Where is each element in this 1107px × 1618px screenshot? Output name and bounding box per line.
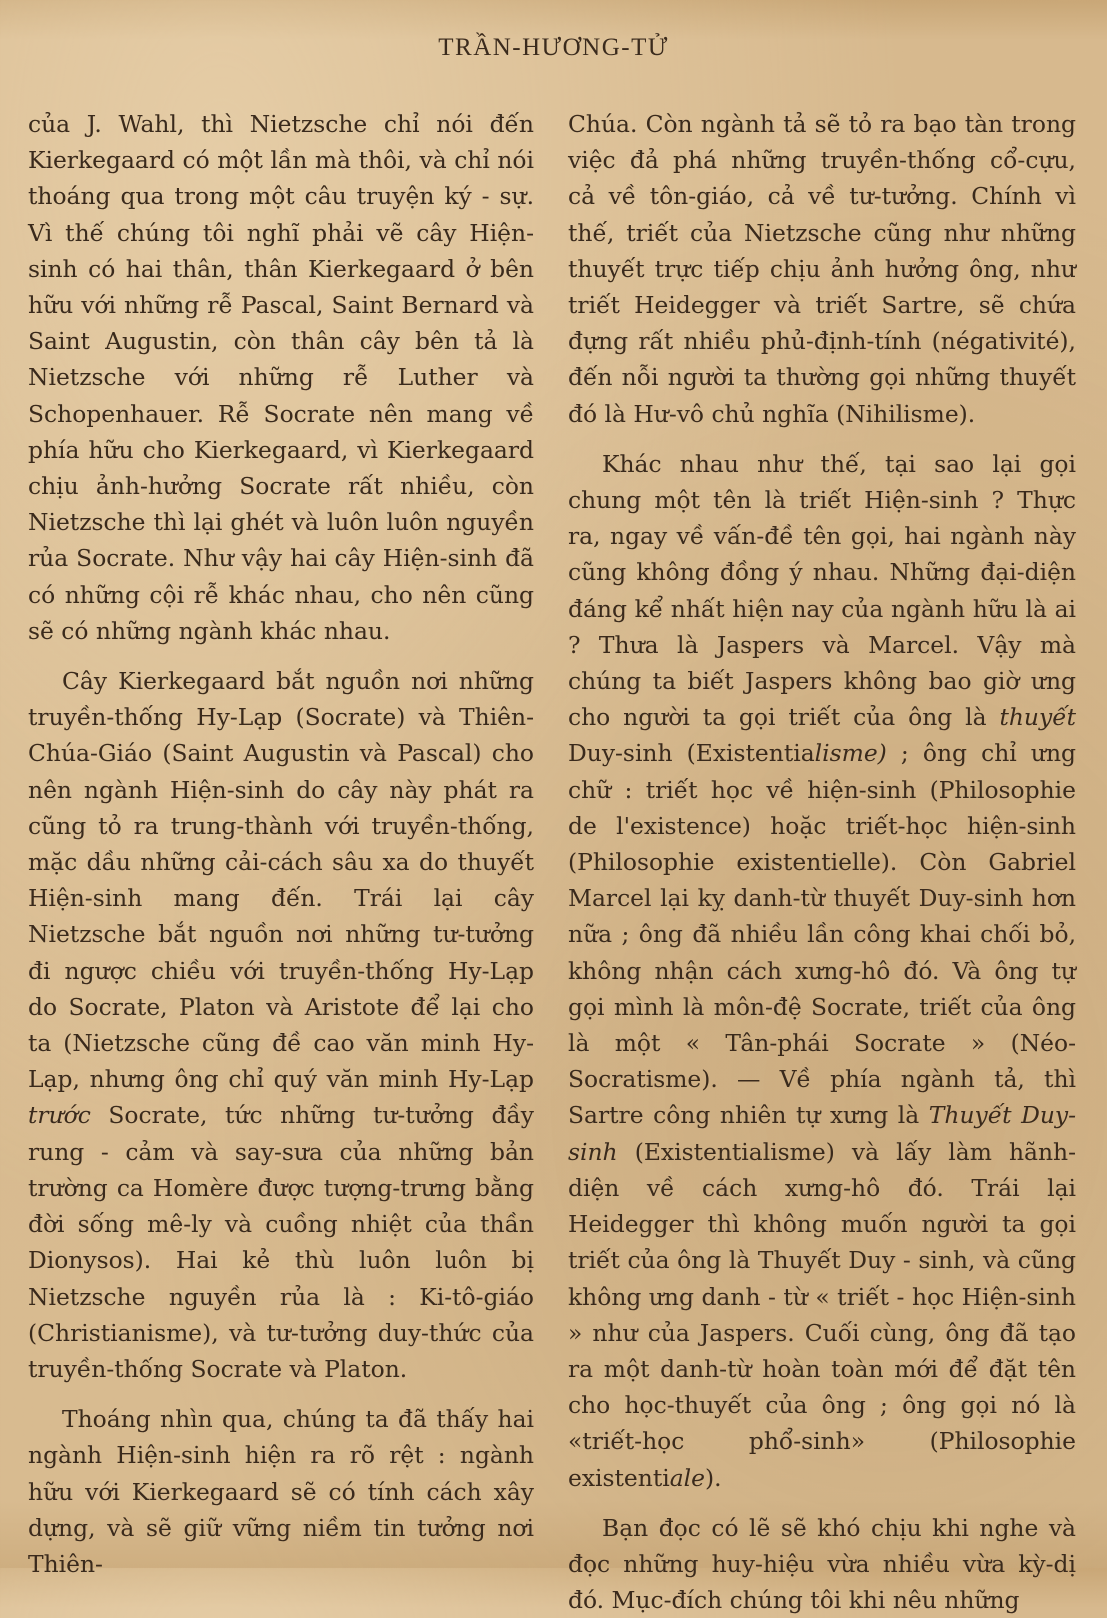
- right-paragraph-3: Bạn đọc có lẽ sẽ khó chịu khi nghe và đọc những huy-hiệu vừa nhiều vừa kỳ-dị đó. Mục-đích chúng tôi khi nêu những: [568, 1513, 1076, 1615]
- left-paragraph-1: của J. Wahl, thì Nietzsche chỉ nói đến Kierkegaard có một lần mà thôi, và chỉ nói thoáng qua trong một câu truyện ký - sự. Vì thế chúng tôi nghĩ phải vẽ cây Hiện-sinh có hai thân, thân Kierkegaard ở bên hữu với những rễ Pascal, Saint Bernard và Saint Augustin, còn thân cây bên tả là Nietzsche với những rễ Luther và Schopenhauer. Rễ Socrate nên mang về phía hữu cho Kierkegaard, vì Kierkegaard chịu ảnh-hưởng Socrate rất nhiều, còn Nietzsche thì lại ghét và luôn luôn nguyền rủa Socrate. Như vậy hai cây Hiện-sinh đã có những cội rễ khác nhau, cho nên cũng sẽ có những ngành khác nhau.: [28, 110, 534, 645]
- right-paragraph-2-part-b: Duy-sinh (Existentia: [568, 739, 815, 768]
- running-head: TRẦN-HƯƠNG-TỬ: [438, 34, 669, 61]
- left-paragraph-2-text: Cây Kierkegaard bắt nguồn nơi những truyền-thống Hy-Lạp (Socrate) và Thiên-Chúa-Giáo (Saint Augustin và Pascal) cho nên ngành Hiện-sinh do cây này phát ra cũng tỏ ra trung-thành với truyền-thống, mặc dầu những cải-cách sâu xa do thuyết Hiện-sinh mang đến. Trái lại cây Nietzsche bắt nguồn nơi những tư-tưởng đi ngược chiều với truyền-thống Hy-Lạp do Socrate, Platon và Aristote để lại cho ta (Nietzsche cũng đề cao văn minh Hy-Lạp, nhưng ông chỉ quý văn minh Hy-Lạp: [28, 667, 534, 1094]
- left-paragraph-2: [28, 663, 534, 1387]
- left-paragraph-3: Thoáng nhìn qua, chúng ta đã thấy hai ngành Hiện-sinh hiện ra rõ rệt : ngành hữu với Kierkegaard sẽ có tính cách xây dựng, và sẽ giữ vững niềm tin tưởng nơi Thiên-: [28, 1405, 534, 1578]
- right-paragraph-2-italic-4: ale: [669, 1463, 705, 1492]
- right-paragraph-2-part-e: ).: [705, 1463, 722, 1492]
- right-paragraph-2-part-a: Khác nhau như thế, tại sao lại gọi chung một tên là triết Hiện-sinh ? Thực ra, ngay về vấn-đề tên gọi, hai ngành này cũng không đồng ý nhau. Những đại-diện đáng kể nhất hiện nay của ngành hữu là ai ? Thưa là Jaspers và Marcel. Vậy mà chúng ta biết Jaspers không bao giờ ưng cho người ta gọi triết của ông là: [568, 449, 1076, 732]
- right-paragraph-2-part-d: (Existentialisme) và lấy làm hãnh-diện về cách xưng-hô đó. Trái lại Heidegger thì không muốn người ta gọi triết của ông là Thuyết Duy - sinh, và cũng không ưng danh - từ « triết - học Hiện-sinh » như của Jaspers. Cuối cùng, ông đã tạo ra một danh-từ hoàn toàn mới để đặt tên cho học-thuyết của ông ; ông gọi nó là «triết-học phổ-sinh» (Philosophie existenti: [568, 1137, 1076, 1492]
- right-paragraph-2: [568, 446, 1076, 1496]
- right-column: [568, 106, 1076, 1618]
- left-paragraph-2-italic: trước: [28, 1101, 91, 1130]
- left-paragraph-2-tail: Socrate, tức những tư-tưởng đầy rung - cảm và say-sưa của những bản trường ca Homère được tượng-trưng bằng đời sống mê-ly và cuồng nhiệt của thần Dionysos). Hai kẻ thù luôn luôn bị Nietzsche nguyền rủa là : Ki-tô-giáo (Christianisme), và tư-tưởng duy-thức của truyền-thống Socrate và Platon.: [28, 1101, 534, 1383]
- right-paragraph-1: Chúa. Còn ngành tả sẽ tỏ ra bạo tàn trong việc đả phá những truyền-thống cổ-cựu, cả về tôn-giáo, cả về tư-tưởng. Chính vì thế, triết của Nietzsche cũng như những thuyết trực tiếp chịu ảnh hưởng ông, như triết Heidegger và triết Sartre, sẽ chứa đựng rất nhiều phủ-định-tính (négativité), đến nỗi người ta thường gọi những thuyết đó là Hư-vô chủ nghĩa (Nihilisme).: [568, 110, 1076, 428]
- right-paragraph-2-italic-1: thuyết: [999, 703, 1076, 732]
- right-paragraph-2-italic-3: Thuyết Duy-sinh: [568, 1101, 1076, 1166]
- right-paragraph-2-italic-2: lisme): [814, 739, 887, 768]
- right-paragraph-2-part-c: ; ông chỉ ưng chữ : triết học về hiện-sinh (Philosophie de l'existence) hoặc triết-học hiện-sinh (Philosophie existentielle). Còn Gabriel Marcel lại kỵ danh-từ thuyết Duy-sinh hơn nữa ; ông đã nhiều lần công khai chối bỏ, không nhận cách xưng-hô đó. Và ông tự gọi mình là môn-đệ Socrate, triết của ông là một « Tân-phái Socrate » (Néo-Socratisme). — Về phía ngành tả, thì Sartre công nhiên tự xưng là: [568, 739, 1076, 1130]
- left-column: [28, 106, 534, 1582]
